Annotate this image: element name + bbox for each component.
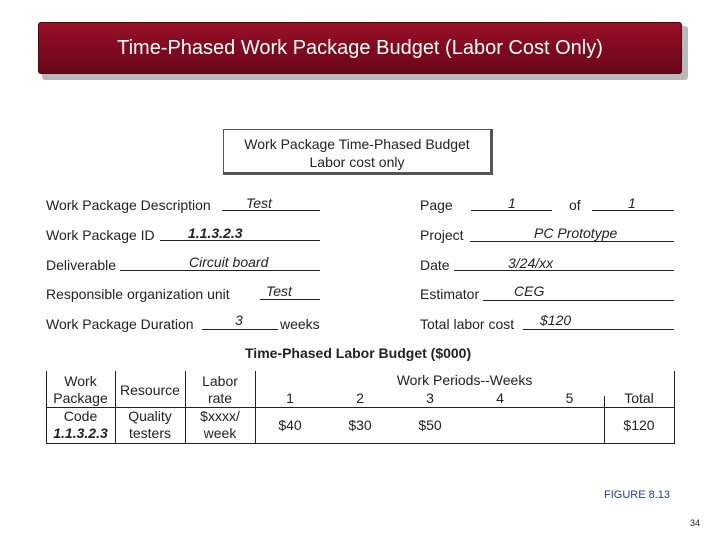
form-header-box	[223, 129, 493, 175]
org-unit-value: Test	[266, 283, 292, 299]
page-number: 34	[690, 518, 701, 528]
total-cost-line	[523, 329, 674, 330]
date-value: 3/24/xx	[508, 255, 554, 271]
slide-title: Time-Phased Work Package Budget (Labor Cost Only)	[117, 36, 603, 59]
header-package: Package	[53, 390, 108, 406]
form-title-line1: Work Package Time-Phased Budget	[244, 136, 470, 152]
duration-unit: weeks	[280, 316, 320, 332]
resource-line2: testers	[128, 425, 171, 441]
resource-line1: Quality	[128, 408, 172, 424]
estimator-line	[483, 300, 674, 301]
wp-id-label: Work Package ID	[46, 227, 155, 243]
date-label: Date	[420, 257, 450, 273]
header-period-2: 2	[356, 390, 364, 406]
row-period-3: $50	[418, 417, 442, 433]
duration-label: Work Package Duration	[46, 316, 194, 332]
form-title-line2: Labor cost only	[309, 154, 405, 170]
header-period-3: 3	[426, 390, 434, 406]
deliverable-line	[120, 270, 320, 271]
header-labor: Labor	[202, 373, 238, 389]
description-label: Work Package Description	[46, 197, 211, 213]
duration-line	[202, 329, 278, 330]
figure-caption: FIGURE 8.13	[604, 489, 671, 501]
duration-value: 3	[235, 312, 243, 328]
project-value: PC Prototype	[534, 225, 618, 241]
row-code	[46, 408, 115, 442]
row-resource	[115, 408, 185, 442]
org-unit-line	[260, 299, 320, 300]
header-work: Work	[64, 373, 97, 389]
row-rate	[185, 408, 255, 442]
title-banner	[38, 22, 682, 74]
row-total: $120	[623, 417, 655, 433]
header-period-5: 5	[565, 390, 574, 406]
row-period-2: $30	[348, 417, 372, 433]
org-unit-label: Responsible organization unit	[46, 286, 230, 302]
header-period-1: 1	[286, 390, 294, 406]
page-value: 1	[508, 195, 516, 211]
wp-id-value: 1.1.3.2.3	[188, 225, 243, 241]
budget-table	[46, 371, 675, 444]
page-label: Page	[420, 197, 453, 213]
header-rate: rate	[207, 390, 233, 406]
header-resource: Resource	[120, 382, 180, 398]
of-value: 1	[628, 195, 636, 211]
of-label: of	[569, 197, 581, 213]
header-labor-rate	[185, 373, 255, 407]
deliverable-label: Deliverable	[46, 257, 117, 273]
total-cost-value: $120	[540, 312, 572, 328]
project-line	[470, 241, 674, 242]
rate-line2: week	[203, 425, 237, 441]
code-label: Code	[63, 408, 98, 424]
budget-table-title: Time-Phased Labor Budget ($000)	[245, 345, 472, 361]
description-value: Test	[246, 195, 272, 211]
code-value: 1.1.3.2.3	[53, 425, 108, 441]
table-rule	[46, 443, 675, 444]
total-cost-label: Total labor cost	[420, 316, 515, 332]
estimator-value: CEG	[514, 283, 545, 299]
estimator-label: Estimator	[420, 286, 480, 302]
header-period-4: 4	[496, 390, 504, 406]
date-line	[454, 270, 674, 271]
row-period-1: $40	[278, 417, 302, 433]
rate-line1: $xxxx/	[200, 408, 240, 424]
project-label: Project	[420, 227, 464, 243]
deliverable-value: Circuit board	[189, 254, 269, 270]
header-work-periods: Work Periods--Weeks	[396, 372, 533, 388]
header-work-package	[46, 373, 115, 407]
header-total: Total	[624, 390, 654, 406]
